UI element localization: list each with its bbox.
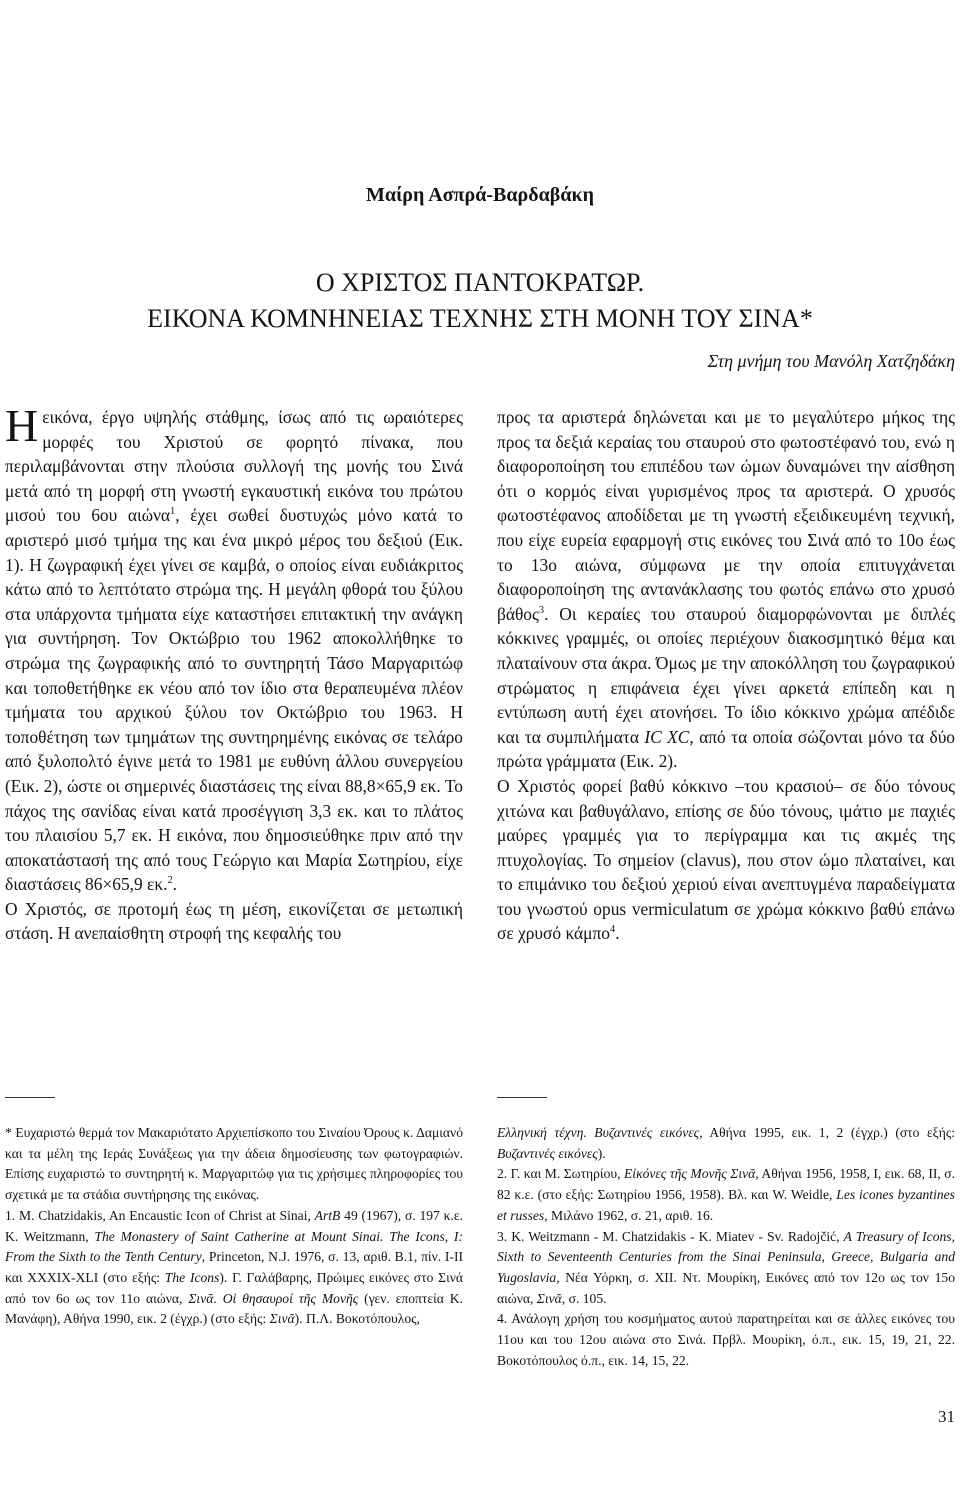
text-run: , σ. 105.: [561, 1290, 607, 1306]
text-run: , έχει σωθεί δυστυχώς μόνο κατά το αριστερό μισό τμήμα της και ένα μικρό μέρος του δεξιού (Εικ. 1). Η ζωγραφική έχει γίνει σε καμβά, ο οποίος είναι ευδιάκριτος κάτω από το λεπτότατο στρώμα της. Η μεγάλη φθορά του ξύλου στα υπάρχοντα τμήματα είχε καταστήσει επιτακτική την ανάγκη για συντήρηση. Τον Οκτώβριο του 1962 αποκολλήθηκε το στρώμα της ζωγραφικής από το συντηρητή Τάσο Μαργαριτώφ και τοποθετήθηκε εκ νέου από τον ίδιο στα θεραπευμένα πλέον τμήματα του αρχικού ξύλου τον Οκτώβριο του 1963. Η τοποθέτηση των τμημάτων της συντηρημένης εικόνας σε τελάρο από ξυλοπολτό έγινε μετά το 1981 με ευθύνη άλλου συνεργείου (Εικ. 2), ώστε οι σημερινές διαστάσεις της είναι 88,8×65,9 εκ. Το πάχος της σανίδας είναι κατά προσέγγιση 3,3 εκ. και το πλάτος του πλαισίου 5,7 εκ. Η εικόνα, που δημοσιεύθηκε πριν από την αποκατάστασή της από τους Γεώργιο και Μαρία Σωτηρίου, είχε διαστάσεις 86×65,9 εκ.: [5, 505, 463, 895]
body-column-right: [497, 405, 955, 946]
text-run: , Αθήναι 1956, 1958, I, εικ. 68, II, σ. 82 κ.ε. (στο εξής: Σωτηρίου 1956, 1958). Βλ. και W. Weidle,: [497, 1166, 955, 1203]
book-title: Οἱ θησαυροί τῆς Μονῆς: [222, 1290, 359, 1306]
text-run: , από τα οποία σώζονται μόνο τα δύο πρώτα γράμματα (Εικ. 2).: [497, 726, 955, 772]
page-number: 31: [938, 1407, 955, 1426]
text-run: εικόνα, έργο υψηλής στάθμης, ίσως από τις ωραιότερες μορφές του Χριστού σε φορητό πίνακα, που περιλαμβάνονται στην πλούσια συλλογή της μονής του Σινά μετά από τη μορφή στη γνωστή εγκαυστική εικόνα του πρώτου μισού του 6ου αιώνα: [5, 407, 463, 526]
short-title: The Icons: [164, 1269, 220, 1285]
text-run: (γεν. εποπτεία Κ. Μανάφη), Αθήνα 1990, εικ. 2 (έγχρ.) (στο εξής:: [5, 1290, 464, 1327]
article-title: [0, 265, 960, 337]
inscription-ic-xc: IC XC: [644, 726, 690, 747]
journal-title: ArtB: [314, 1207, 341, 1223]
text-run: , Μιλάνο 1962, σ. 21, αριθ. 16.: [544, 1207, 714, 1223]
text-run: προς τα αριστερά δηλώνεται και με το μεγαλύτερο μήκος της προς τα δεξιά κεραίας του σταυρού στο φωτοστέφανό του, ενώ η διαφοροποίηση του επιπέδου των ώμων δυναμώνει την αίσθηση ότι ο κορμός είναι γυρισμένος προς τα αριστερά. Ο χρυσός φωτοστέφανος αποδίδεται με τη γνωστή εξειδικευμένη τεχνική, που είχε ευρεία εφαρμογή στις εικόνες του Σινά από το 10ο έως το 13ο αιώνα, σύμφωνα με την οποία επιτυγχάνεται διαφοροποίηση της αντανάκλασης του φωτός επάνω στο χρυσό βάθος: [497, 407, 955, 624]
short-title: Βυζαντινές εικόνες: [497, 1145, 598, 1161]
footnote-divider-right: [497, 1097, 547, 1098]
footnote-acknowledgement: * Ευχαριστώ θερμά τον Μακαριότατο Αρχιεπίσκοπο του Σιναίου Όρους κ. Δαμιανό και τα μέλη της Ιεράς Συνάξεως για την άδεια δημοσίευσης των φωτογραφιών. Επίσης ευχαριστώ το συντηρητή κ. Μαργαριτώφ για τις χρήσιμες πληροφορίες του σχετικά με τα στάδια συντήρησης της εικόνας.: [5, 1125, 463, 1203]
text-run: . Οι κεραίες του σταυρού διαμορφώνονται με διπλές κόκκινες γραμμές, οι οποίες περιέχουν διακοσμητικό θέμα και πλαταίνουν στα άκρα. Όμως με την αποκόλληση του ζωγραφικού στρώματος η επιφάνεια έχει γίνει αρκετά επίπεδη και η εντύπωση αυτή έχει ατονήσει. Το ίδιο κόκκινο χρώμα απέδιδε και τα συμπιλήματα: [497, 603, 955, 747]
text-run: , Αθήνα 1995, εικ. 1, 2 (έγχρ.) (στο εξής:: [699, 1125, 956, 1140]
text-run: 1. M. Chatzidakis, An Encaustic Icon of Christ at Sinai,: [5, 1207, 315, 1223]
paragraph: [497, 774, 955, 946]
paragraph: [5, 400, 463, 897]
body-column-left: [5, 400, 463, 946]
footnote-3: [497, 1227, 955, 1310]
author-name: Μαίρη Ασπρά-Βαρδαβάκη: [366, 184, 594, 206]
paragraph: Ο Χριστός, σε προτομή έως τη μέση, εικονίζεται σε μετωπική στάση. Η ανεπαίσθητη στροφή της κεφαλής του: [5, 898, 463, 944]
text-run: .: [172, 874, 178, 895]
text-run: ). Π.Λ. Βοκοτόπουλος,: [294, 1311, 420, 1327]
book-title: Les icones byzantines et russes: [497, 1187, 955, 1223]
footnote-ref-1[interactable]: 1: [170, 506, 176, 518]
text-run: ).: [597, 1145, 606, 1161]
footnote-ref-2[interactable]: 2: [167, 875, 173, 887]
footnote-ref-4[interactable]: 4: [609, 924, 616, 936]
text-run: .: [213, 1290, 223, 1306]
footnote-divider-left: [5, 1097, 55, 1098]
text-run: 49 (1967), σ. 197 κ.ε. K. Weitzmann,: [5, 1207, 463, 1244]
dedication: Στη μνήμη του Μανόλη Χατζηδάκη: [707, 351, 955, 371]
book-title: Εἰκόνες τῆς Μονῆς Σινᾶ: [624, 1166, 756, 1182]
text-run: ). Γ. Γαλάβαρης, Πρώιμες εικόνες στο Σινά από τον 6ο ως τον 11ο αιώνα,: [5, 1269, 463, 1306]
text-run: .: [615, 923, 620, 944]
footnotes-left: [5, 1123, 463, 1330]
book-title: Σινᾶ: [536, 1290, 562, 1306]
paragraph: [497, 405, 955, 774]
text-run: , Princeton, N.J. 1976, σ. 13, αριθ. B.1, πίν. I-II και XXXIX-XLI (στο εξής:: [5, 1249, 463, 1285]
footnote-4: 4. Ανάλογη χρήση του κοσμήματος αυτού παρατηρείται και σε άλλες εικόνες του 11ου και του 12ου αιώνα στο Σινά. Πρβλ. Μουρίκη, ό.π., εικ. 15, 19, 21, 22. Βοκοτόπουλος ό.π., εικ. 14, 15, 22.: [497, 1311, 955, 1368]
footnotes-right: [497, 1123, 955, 1371]
text-run: , Νέα Υόρκη, σ. XII. Ντ. Μουρίκη, Εικόνες από τον 12ο ως τον 15ο αιώνα,: [497, 1269, 955, 1306]
book-title: The Monastery of Saint Catherine at Mount Sinai. The Icons, I: From the Sixth to the Tenth Century: [5, 1228, 463, 1265]
footnote-2: [497, 1164, 955, 1226]
footnote-ref-3[interactable]: 3: [538, 604, 545, 616]
title-line-1: Ο ΧΡΙΣΤΟΣ ΠΑΝΤΟΚΡΑΤΩΡ.: [315, 268, 645, 297]
text-run: 2. Γ. και Μ. Σωτηρίου,: [497, 1166, 624, 1182]
drop-cap: Η: [5, 400, 39, 451]
title-line-2: ΕΙΚΟΝΑ ΚΟΜΝΗΝΕΙΑΣ ΤΕΧΝΗΣ ΣΤΗ ΜΟΝΗ ΤΟΥ ΣΙΝΑ*: [147, 304, 813, 333]
book-title: Σινᾶ: [188, 1290, 214, 1306]
book-title: Ελληνική τέχνη. Βυζαντινές εικόνες: [497, 1125, 700, 1140]
short-title: Σινᾶ: [269, 1311, 295, 1327]
book-title: A Treasury of Icons, Sixth to Seventeenth Centuries from the Sinai Peninsula, Greece, Bulgaria and Yugoslavia: [497, 1228, 955, 1285]
footnote-1-continued: [497, 1123, 955, 1164]
footnote-1: [5, 1206, 463, 1330]
text-run: Ο Χριστός φορεί βαθύ κόκκινο –του κρασιού– σε δύο τόνους χιτώνα και βαθυγάλανο, επίσης σε δύο τόνους, ιμάτιο με παχιές μαύρες γραμμές για το περίγραμμα και τις ακμές της πτυχολογίας. Το σημείον (clavus), που στον ώμο πλαταίνει, και το επιμάνικο του δεξιού χεριού είναι ανεπτυγμένα παραδείγματα του γνωστού opus vermiculatum σε χρώμα κόκκινο βαθύ επάνω σε χρυσό κάμπο: [497, 775, 955, 944]
text-run: 3. K. Weitzmann - M. Chatzidakis - K. Miatev - Sv. Radojčić,: [497, 1228, 844, 1244]
